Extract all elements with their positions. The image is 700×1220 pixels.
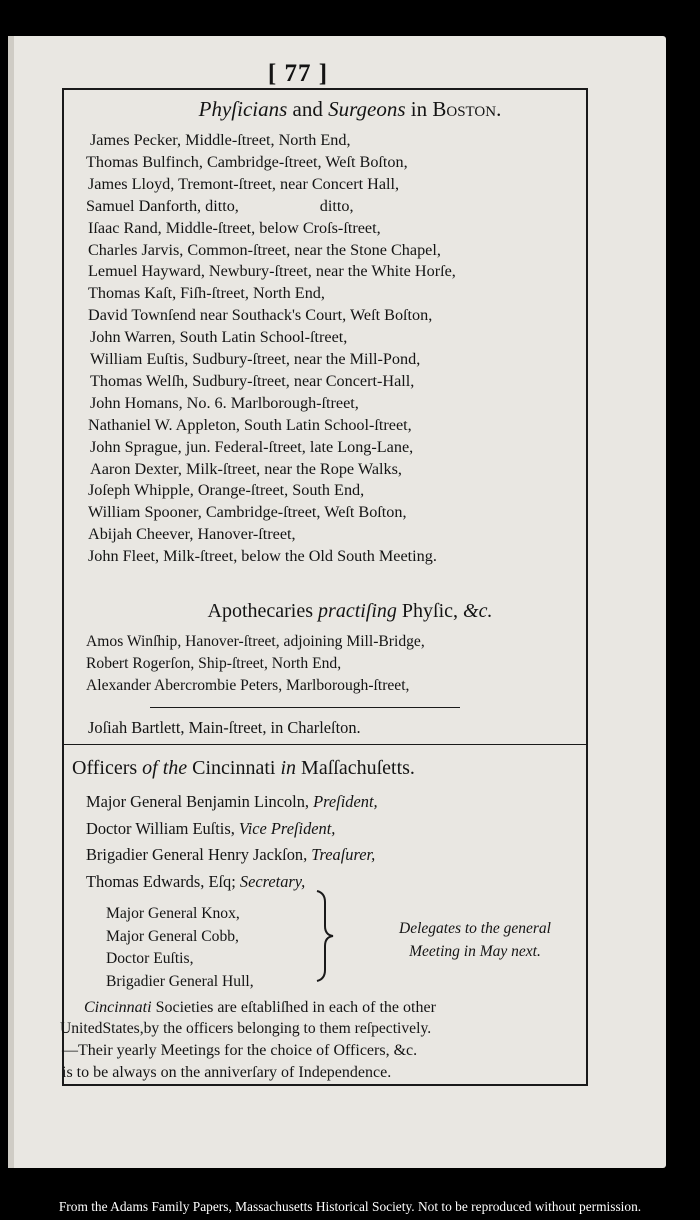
physician-entry: Nathaniel W. Appleton, South Latin School-ſtreet, <box>88 415 412 434</box>
physician-entry: William Euſtis, Sudbury-ſtreet, near the Mill-Pond, <box>90 350 421 368</box>
societies-line-4: is to be always on the anniverſary of Independence. <box>62 1064 392 1081</box>
delegate-entry: Brigadier General Hull, <box>106 972 254 990</box>
societies-line-2: UnitedStates,by the officers belonging to them reſpectively. <box>60 1020 432 1037</box>
physician-entry: David Townſend near Southack's Court, Weſt Boſton, <box>88 306 433 325</box>
officer-entry <box>86 845 375 865</box>
officer-name: Major General Benjamin Lincoln, <box>86 792 314 811</box>
officer-name: Doctor William Euſtis, <box>86 818 239 838</box>
physician-entry: Abijah Cheever, Hanover-ſtreet, <box>88 525 296 544</box>
physician-entry: Joſeph Whipple, Orange-ſtreet, South End, <box>88 481 365 500</box>
apothecary-entry: Alexander Abercrombie Peters, Marlborough-ſtreet, <box>86 677 410 694</box>
physician-entry: John Warren, South Latin School-ſtreet, <box>90 328 348 347</box>
physician-entry: Thomas Kaſt, Fiſh-ſtreet, North End, <box>88 284 325 303</box>
physician-entry: John Sprague, jun. Federal-ſtreet, late Long-Lane, <box>90 437 414 456</box>
page-number: [ 77 ] <box>267 60 329 87</box>
apothecary-entry: Amos Winſhip, Hanover-ſtreet, adjoining Mill-Bridge, <box>86 633 425 650</box>
delegates-note-line-1: Delegates to the general <box>399 920 551 937</box>
delegate-entry: Major General Cobb, <box>106 927 239 945</box>
officer-role: Preſident, <box>313 792 378 811</box>
physician-entry: Thomas Welſh, Sudbury-ſtreet, near Concert-Hall, <box>90 371 415 390</box>
apothecaries-title: Apothecaries practiſing Phyſic, &c. <box>207 600 493 622</box>
physician-entry: James Pecker, Middle-ſtreet, North End, <box>90 131 351 149</box>
physician-entry: Aaron Dexter, Milk-ſtreet, near the Rope Walks, <box>90 459 402 478</box>
officer-role: Secretary, <box>239 871 306 891</box>
cincinnati-title: Officers of the Cincinnati in Maſſachuſetts. <box>72 757 415 779</box>
physician-entry: Charles Jarvis, Common-ſtreet, near the Stone Chapel, <box>88 240 441 259</box>
charlestown-entry: Joſiah Bartlett, Main-ſtreet, in Charleſton. <box>88 718 361 737</box>
physicians-title: Phyſicians and Surgeons in Boston. <box>198 97 502 121</box>
officer-role: Treaſurer, <box>311 845 376 864</box>
delegates-note-line-2: Meeting in May next. <box>409 943 541 960</box>
officer-entry <box>86 819 335 839</box>
societies-line-1: Cincinnati Societies are eſtabliſhed in each of the other <box>84 999 436 1016</box>
physician-entry: Iſaac Rand, Middle-ſtreet, below Croſs-ſtreet, <box>88 218 381 237</box>
delegate-entry: Major General Knox, <box>106 905 240 922</box>
physician-entry: James Lloyd, Tremont-ſtreet, near Concert Hall, <box>88 174 400 193</box>
brace-icon <box>313 888 337 984</box>
short-divider <box>150 707 460 708</box>
physician-entry: Lemuel Hayward, Newbury-ſtreet, near the White Horſe, <box>88 262 456 281</box>
officer-entry <box>86 872 305 892</box>
physician-entry: John Fleet, Milk-ſtreet, below the Old South Meeting. <box>88 547 437 566</box>
societies-line-3: —Their yearly Meetings for the choice of Officers, &c. <box>62 1042 418 1059</box>
physician-entry: Thomas Bulfinch, Cambridge-ſtreet, Weſt Boſton, <box>86 152 408 171</box>
delegate-entry: Doctor Euſtis, <box>106 950 194 967</box>
officer-name: Thomas Edwards, Eſq; <box>86 871 240 891</box>
delegates-note <box>360 917 590 963</box>
footer-notice: From the Adams Family Papers, Massachusetts Historical Society. Not to be reproduced without permission. <box>58 1199 642 1214</box>
officer-name: Brigadier General Henry Jackſon, <box>86 845 312 864</box>
physician-entry: John Homans, No. 6. Marlborough-ſtreet, <box>90 393 359 412</box>
apothecary-entry: Robert Rogerſon, Ship-ſtreet, North End, <box>86 655 342 672</box>
officer-entry <box>86 792 378 812</box>
officer-role: Vice Preſident, <box>238 818 336 838</box>
physician-entry: Samuel Danforth, ditto, ditto, <box>86 196 354 215</box>
physician-entry: William Spooner, Cambridge-ſtreet, Weſt Boſton, <box>88 503 407 522</box>
section-divider <box>64 744 586 745</box>
